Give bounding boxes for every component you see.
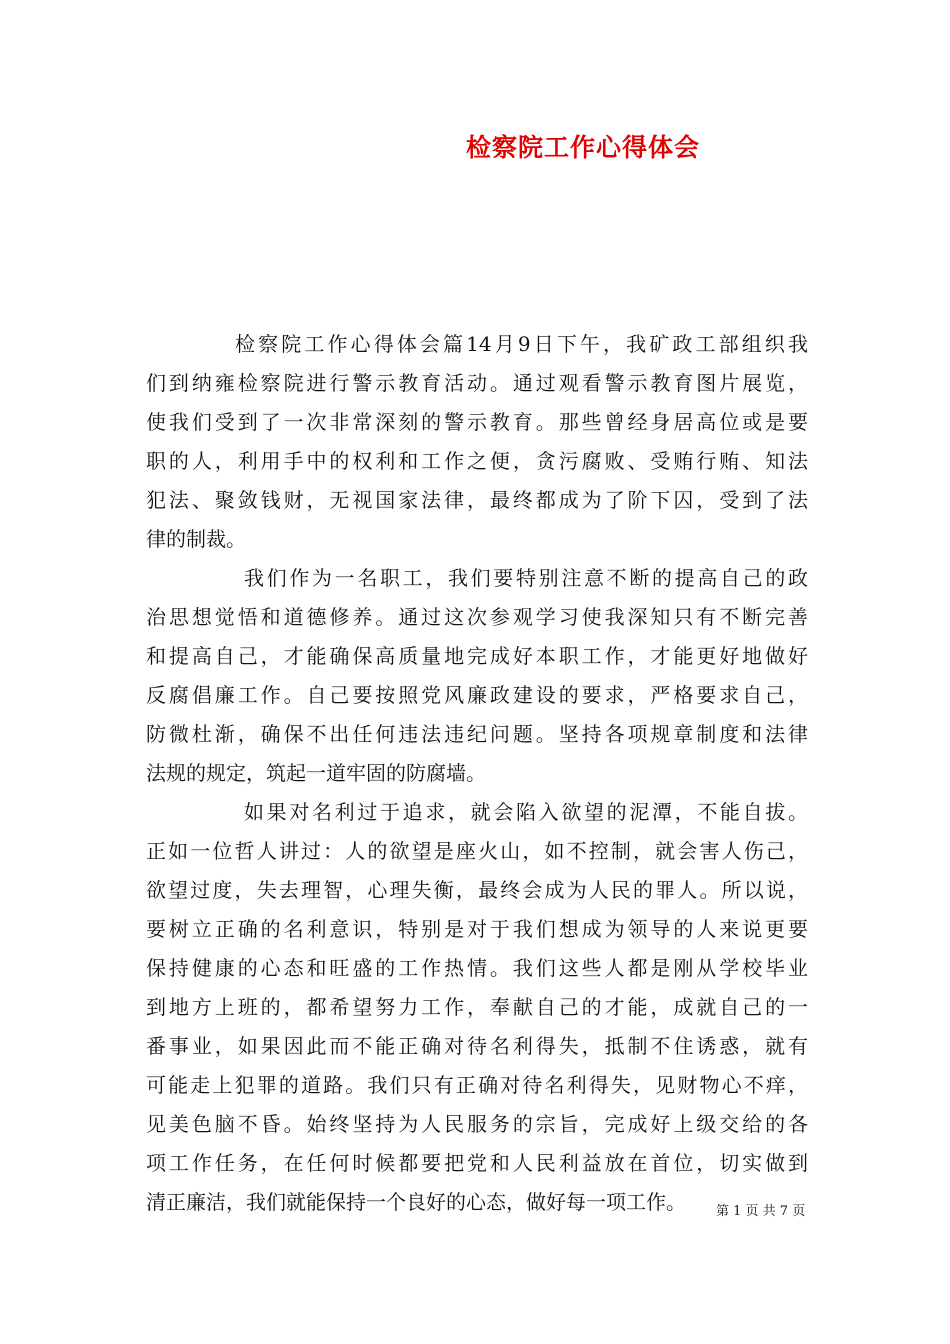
paragraph-line: 治思想觉悟和道德修养。通过这次参观学习使我深知只有不断完善 [146,605,808,629]
paragraph-line: 检察院工作心得体会篇14月9日下午，我矿政工部组织我 [235,332,808,356]
paragraph-line: 欲望过度，失去理智，心理失衡，最终会成为人民的罪人。所以说， [146,878,808,902]
paragraph-line: 和提高自己，才能确保高质量地完成好本职工作，才能更好地做好 [146,644,808,668]
paragraph-line: 们到纳雍检察院进行警示教育活动。通过观看警示教育图片展览， [146,371,808,395]
paragraph-line: 职的人，利用手中的权利和工作之便，贪污腐败、受贿行贿、知法 [146,449,808,473]
paragraph-line: 可能走上犯罪的道路。我们只有正确对待名利得失，见财物心不痒， [146,1073,808,1097]
paragraph-line: 正如一位哲人讲过：人的欲望是座火山，如不控制，就会害人伤己， [146,839,808,863]
paragraph-line: 保持健康的心态和旺盛的工作热情。我们这些人都是刚从学校毕业 [146,956,808,980]
paragraph-line: 律的制裁。 [146,527,246,551]
paragraph-line: 如果对名利过于追求，就会陷入欲望的泥潭，不能自拔。 [244,800,808,824]
paragraph-line: 项工作任务，在任何时候都要把党和人民利益放在首位，切实做到 [146,1151,808,1175]
paragraph-line: 见美色脑不昏。始终坚持为人民服务的宗旨，完成好上级交给的各 [146,1112,808,1136]
page-footer: 第 1 页 共 7 页 [716,1204,806,1219]
paragraph-line: 防微杜渐，确保不出任何违法违纪问题。坚持各项规章制度和法律 [146,722,808,746]
paragraph-line: 要树立正确的名利意识，特别是对于我们想成为领导的人来说更要 [146,917,808,941]
paragraph-line: 清正廉洁，我们就能保持一个良好的心态，做好每一项工作。 [146,1190,686,1214]
paragraph-2 [146,559,808,793]
paragraph-3 [146,793,808,1222]
paragraph-1 [146,325,808,559]
paragraph-line: 番事业，如果因此而不能正确对待名利得失，抵制不住诱惑，就有 [146,1034,808,1058]
paragraph-line: 我们作为一名职工，我们要特别注意不断的提高自己的政 [244,566,808,590]
paragraph-line: 到地方上班的，都希望努力工作，奉献自己的才能，成就自己的一 [146,995,808,1019]
paragraph-line: 使我们受到了一次非常深刻的警示教育。那些曾经身居高位或是要 [146,410,808,434]
document-title: 检察院工作心得体会 [465,133,700,162]
paragraph-line: 法规的规定，筑起一道牢固的防腐墙。 [146,761,486,785]
paragraph-line: 反腐倡廉工作。自己要按照党风廉政建设的要求，严格要求自己， [146,683,808,707]
paragraph-line: 犯法、聚敛钱财，无视国家法律，最终都成为了阶下囚，受到了法 [146,488,808,512]
document-body [146,325,808,1222]
